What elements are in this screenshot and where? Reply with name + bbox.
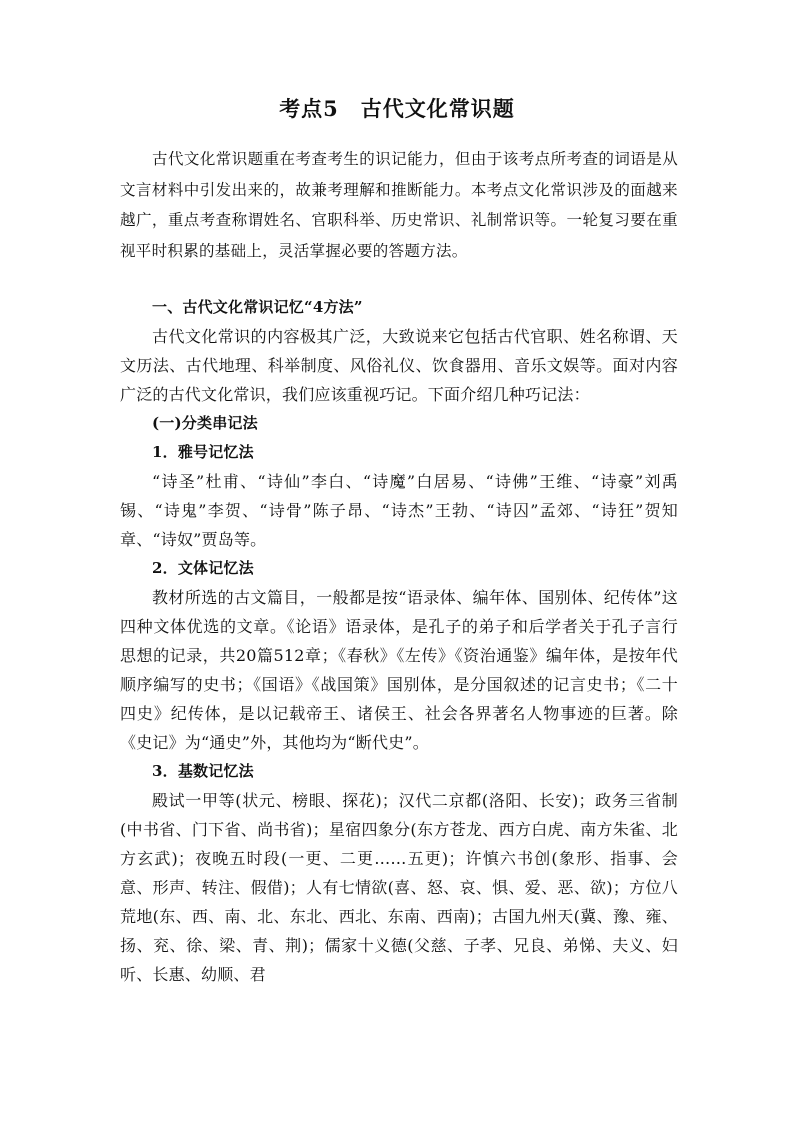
item-text-1: “诗圣”杜甫、“诗仙”李白、“诗魔”白居易、“诗佛”王维、“诗豪”刘禹锡、“诗鬼”李贺、“诗骨”陈子昂、“诗杰”王勃、“诗囚”孟郊、“诗狂”贺知章、“诗奴”贾岛等。 <box>120 472 678 549</box>
item-heading-1: 1．雅号记忆法 <box>152 443 254 461</box>
sub-heading: (一)分类串记法 <box>152 414 258 432</box>
section-heading: 一、古代文化常识记忆“4方法” <box>152 298 363 316</box>
main-content <box>120 293 678 989</box>
item-heading-2: 2．文体记忆法 <box>152 559 254 577</box>
section-paragraph: 古代文化常识的内容极其广泛，大致说来它包括古代官职、姓名称谓、天文历法、古代地理、科举制度、风俗礼仪、饮食器用、音乐文娱等。面对内容广泛的古代文化常识，我们应该重视巧记。下面介绍几种巧记法： <box>120 327 678 404</box>
item-heading-3: 3．基数记忆法 <box>152 762 254 780</box>
intro-paragraph: 古代文化常识题重在考查考生的识记能力，但由于该考点所考查的词语是从文言材料中引发出来的，故兼考理解和推断能力。本考点文化常识涉及的面越来越广，重点考查称谓姓名、官职科举、历史常识、礼制常识等。一轮复习要在重视平时积累的基础上，灵活掌握必要的答题方法。 <box>120 150 678 260</box>
page-title: 考点5 古代文化常识题 <box>279 96 515 121</box>
item-text-3: 殿试一甲等(状元、榜眼、探花)；汉代二京都(洛阳、长安)；政务三省制(中书省、门下省、尚书省)；星宿四象分(东方苍龙、西方白虎、南方朱雀、北方玄武)；夜晚五时段(一更、二更……五更)；许慎六书创(象形、指事、会意、形声、转注、假借)；人有七情欲(喜、怒、哀、惧、爱、恶、欲)；方位八荒地(东、西、南、北、东北、西北、东南、西南)；古国九州天(冀、豫、雍、扬、兖、徐、梁、青、荆)；儒家十义德(父慈、子孝、兄良、弟悌、夫义、妇听、长惠、幼顺、君 <box>120 791 678 984</box>
item-text-2: 教材所选的古文篇目，一般都是按“语录体、编年体、国别体、纪传体”这四种文体优选的文章。《论语》语录体，是孔子的弟子和后学者关于孔子言行思想的记录，共20篇512章；《春秋》《左传》《资治通鉴》编年体，是按年代顺序编写的史书；《国语》《战国策》国别体，是分国叙述的记言史书；《二十四史》纪传体，是以记载帝王、诸侯王、社会各界著名人物事迹的巨著。除《史记》为“通史”外，其他均为“断代史”。 <box>120 588 678 752</box>
